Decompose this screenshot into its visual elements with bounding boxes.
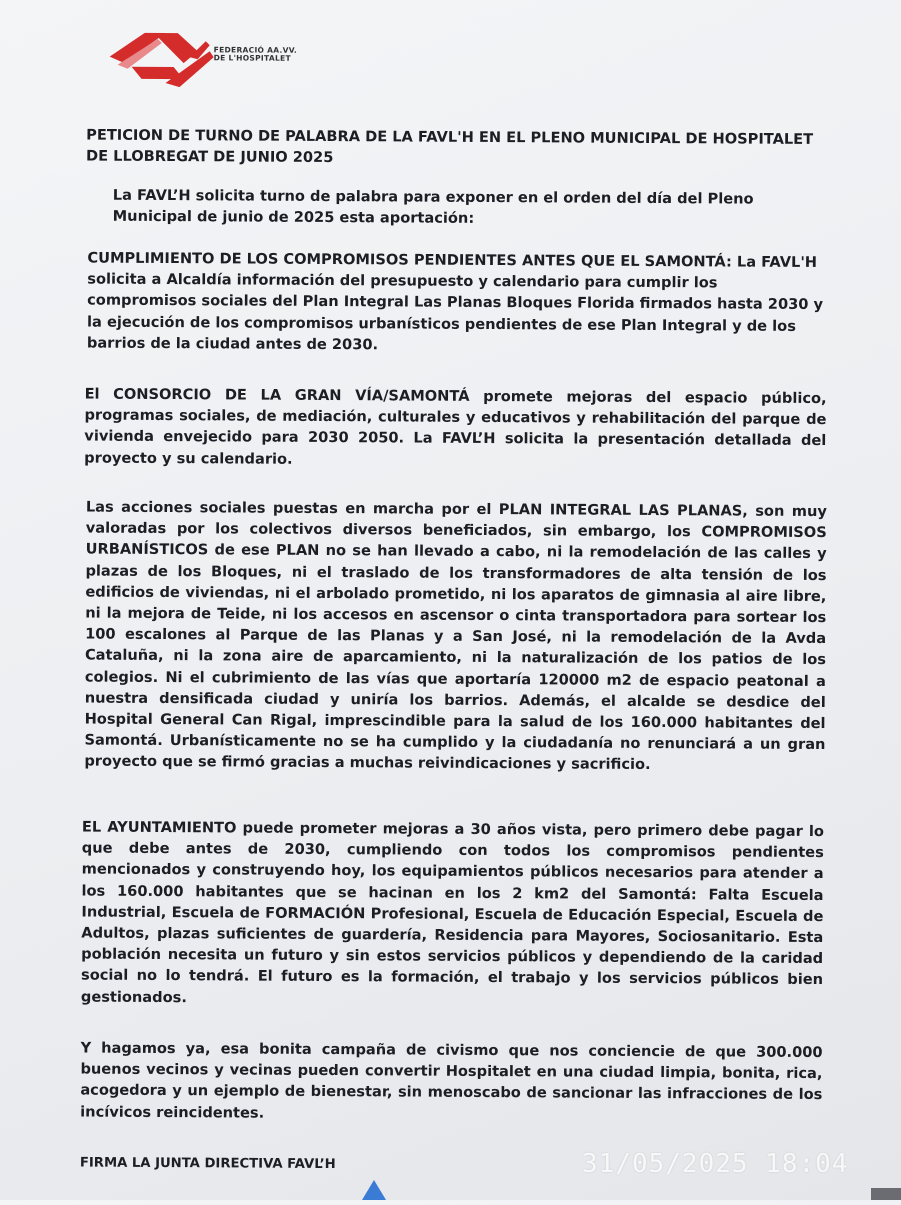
paragraph-civismo: Y hagamos ya, esa bonita campaña de civismo que nos conciencie de que 300.000 buenos vecinos y vecinas pueden convertir Hospitalet en una ciudad limpia, bonita, rica, acogedora y un ejemplo de bienestar, sin menoscabo de sancionar las infracciones de los incívicos reincidentes. bbox=[80, 1039, 823, 1122]
paragraph-plan-integral: Las acciones sociales puestas en marcha por el PLAN INTEGRAL LAS PLANAS, son muy valoradas por los colectivos diversos beneficiados, sin embargo, los COMPROMISOS URBANÍSTICOS de ese PLAN no se han llevado a cabo, ni la remodelación de las calles y plazas de los Bloques, ni el traslado de los transformadores de alta tensión de los edificios de viviendas, ni el arbolado prometido, ni los aparatos de gimnasia al aire libre, ni la mejora de Teide, ni los accesos en ascensor o cinta transportadora para sortear los 100 escalones al Parque de las Planas y a San José, ni la remodelación de la Avda Cataluña, ni la zona aire de aparcamiento, ni la naturalización de los patios de los colegios. Ni el cubrimiento de las vías que aportaría 120000 m2 de espacio peatonal a nuestra densificada ciudad y uniría los barrios. Además, el alcalde se desdice del Hospital General Can Rigal, imprescindible para la salud de los 160.000 habitantes del Samontá. Urbanísticamente no se ha cumplido y la ciudadanía no renunciará a un gran proyecto que se firmó gracias a muchas reivindicaciones y sacrificio. bbox=[84, 498, 827, 774]
paragraph-intro: La FAVL’H solicita turno de palabra para exponer en el orden del día del Pleno Municipal de junio de 2025 esta aportación: bbox=[112, 186, 754, 228]
paragraph-consorcio: El CONSORCIO DE LA GRAN VÍA/SAMONTÁ promete mejoras del espacio público, programas sociales, de mediación, culturales y educativos y rehabilitación del parque de vivienda envejecido para 2030 2050. La FAVL’H solicita la presentación detallada del proyecto y su calendario. bbox=[84, 385, 827, 468]
signature-line: FIRMA LA JUNTA DIRECTIVA FAVL’H bbox=[79, 1155, 336, 1173]
chevron-up-icon bbox=[360, 1178, 388, 1200]
edge-bar bbox=[871, 1188, 901, 1200]
letterhead-org-line1: FEDERACIÓ AA.VV. bbox=[213, 45, 298, 55]
letterhead-org-line2: DE L'HOSPITALET bbox=[213, 53, 291, 63]
document-title: PETICION DE TURNO DE PALABRA DE LA FAVL'H EN EL PLENO MUNICIPAL DE HOSPITALET DE LLOBREGAT DE JUNIO 2025 bbox=[85, 126, 814, 167]
letterhead-org-name bbox=[214, 46, 297, 63]
camera-timestamp: 31/05/2025 18:04 bbox=[582, 1149, 849, 1179]
paragraph-compromisos: CUMPLIMIENTO DE LOS COMPROMISOS PENDIENTES ANTES QUE EL SAMONTÁ: La FAVL'H solicita a Alcaldía información del presupuesto y calendario para cumplir los compromisos sociales del Plan Integral Las Planas Bloques Florida firmados hasta 2030 y la ejecución de los compromisos urbanísticos pendientes de ese Plan Integral y de los barrios de la ciudad antes de 2030. bbox=[86, 249, 824, 354]
paragraph-ayuntamiento: EL AYUNTAMIENTO puede prometer mejoras a 30 años vista, pero primero debe pagar lo que debe antes de 2030, cumpliendo con todos los compromisos pendientes mencionados y construyendo hoy, los equipamientos públicos necesarios para atender a los 160.000 habitantes que se hacinan en los 2 km2 del Samontá: Falta Escuela Industrial, Escuela de FORMACIÓN Profesional, Escuela de Educación Especial, Escuela de Adultos, plazas suficientes de guardería, Residencia para Mayores, Sociosanitario. Esta población necesita un futuro y sin estos servicios públicos y dependiendo de la caridad social no lo tendrá. El futuro es la formación, el trabajo y los servicios públicos bien gestionados. bbox=[80, 818, 824, 1006]
